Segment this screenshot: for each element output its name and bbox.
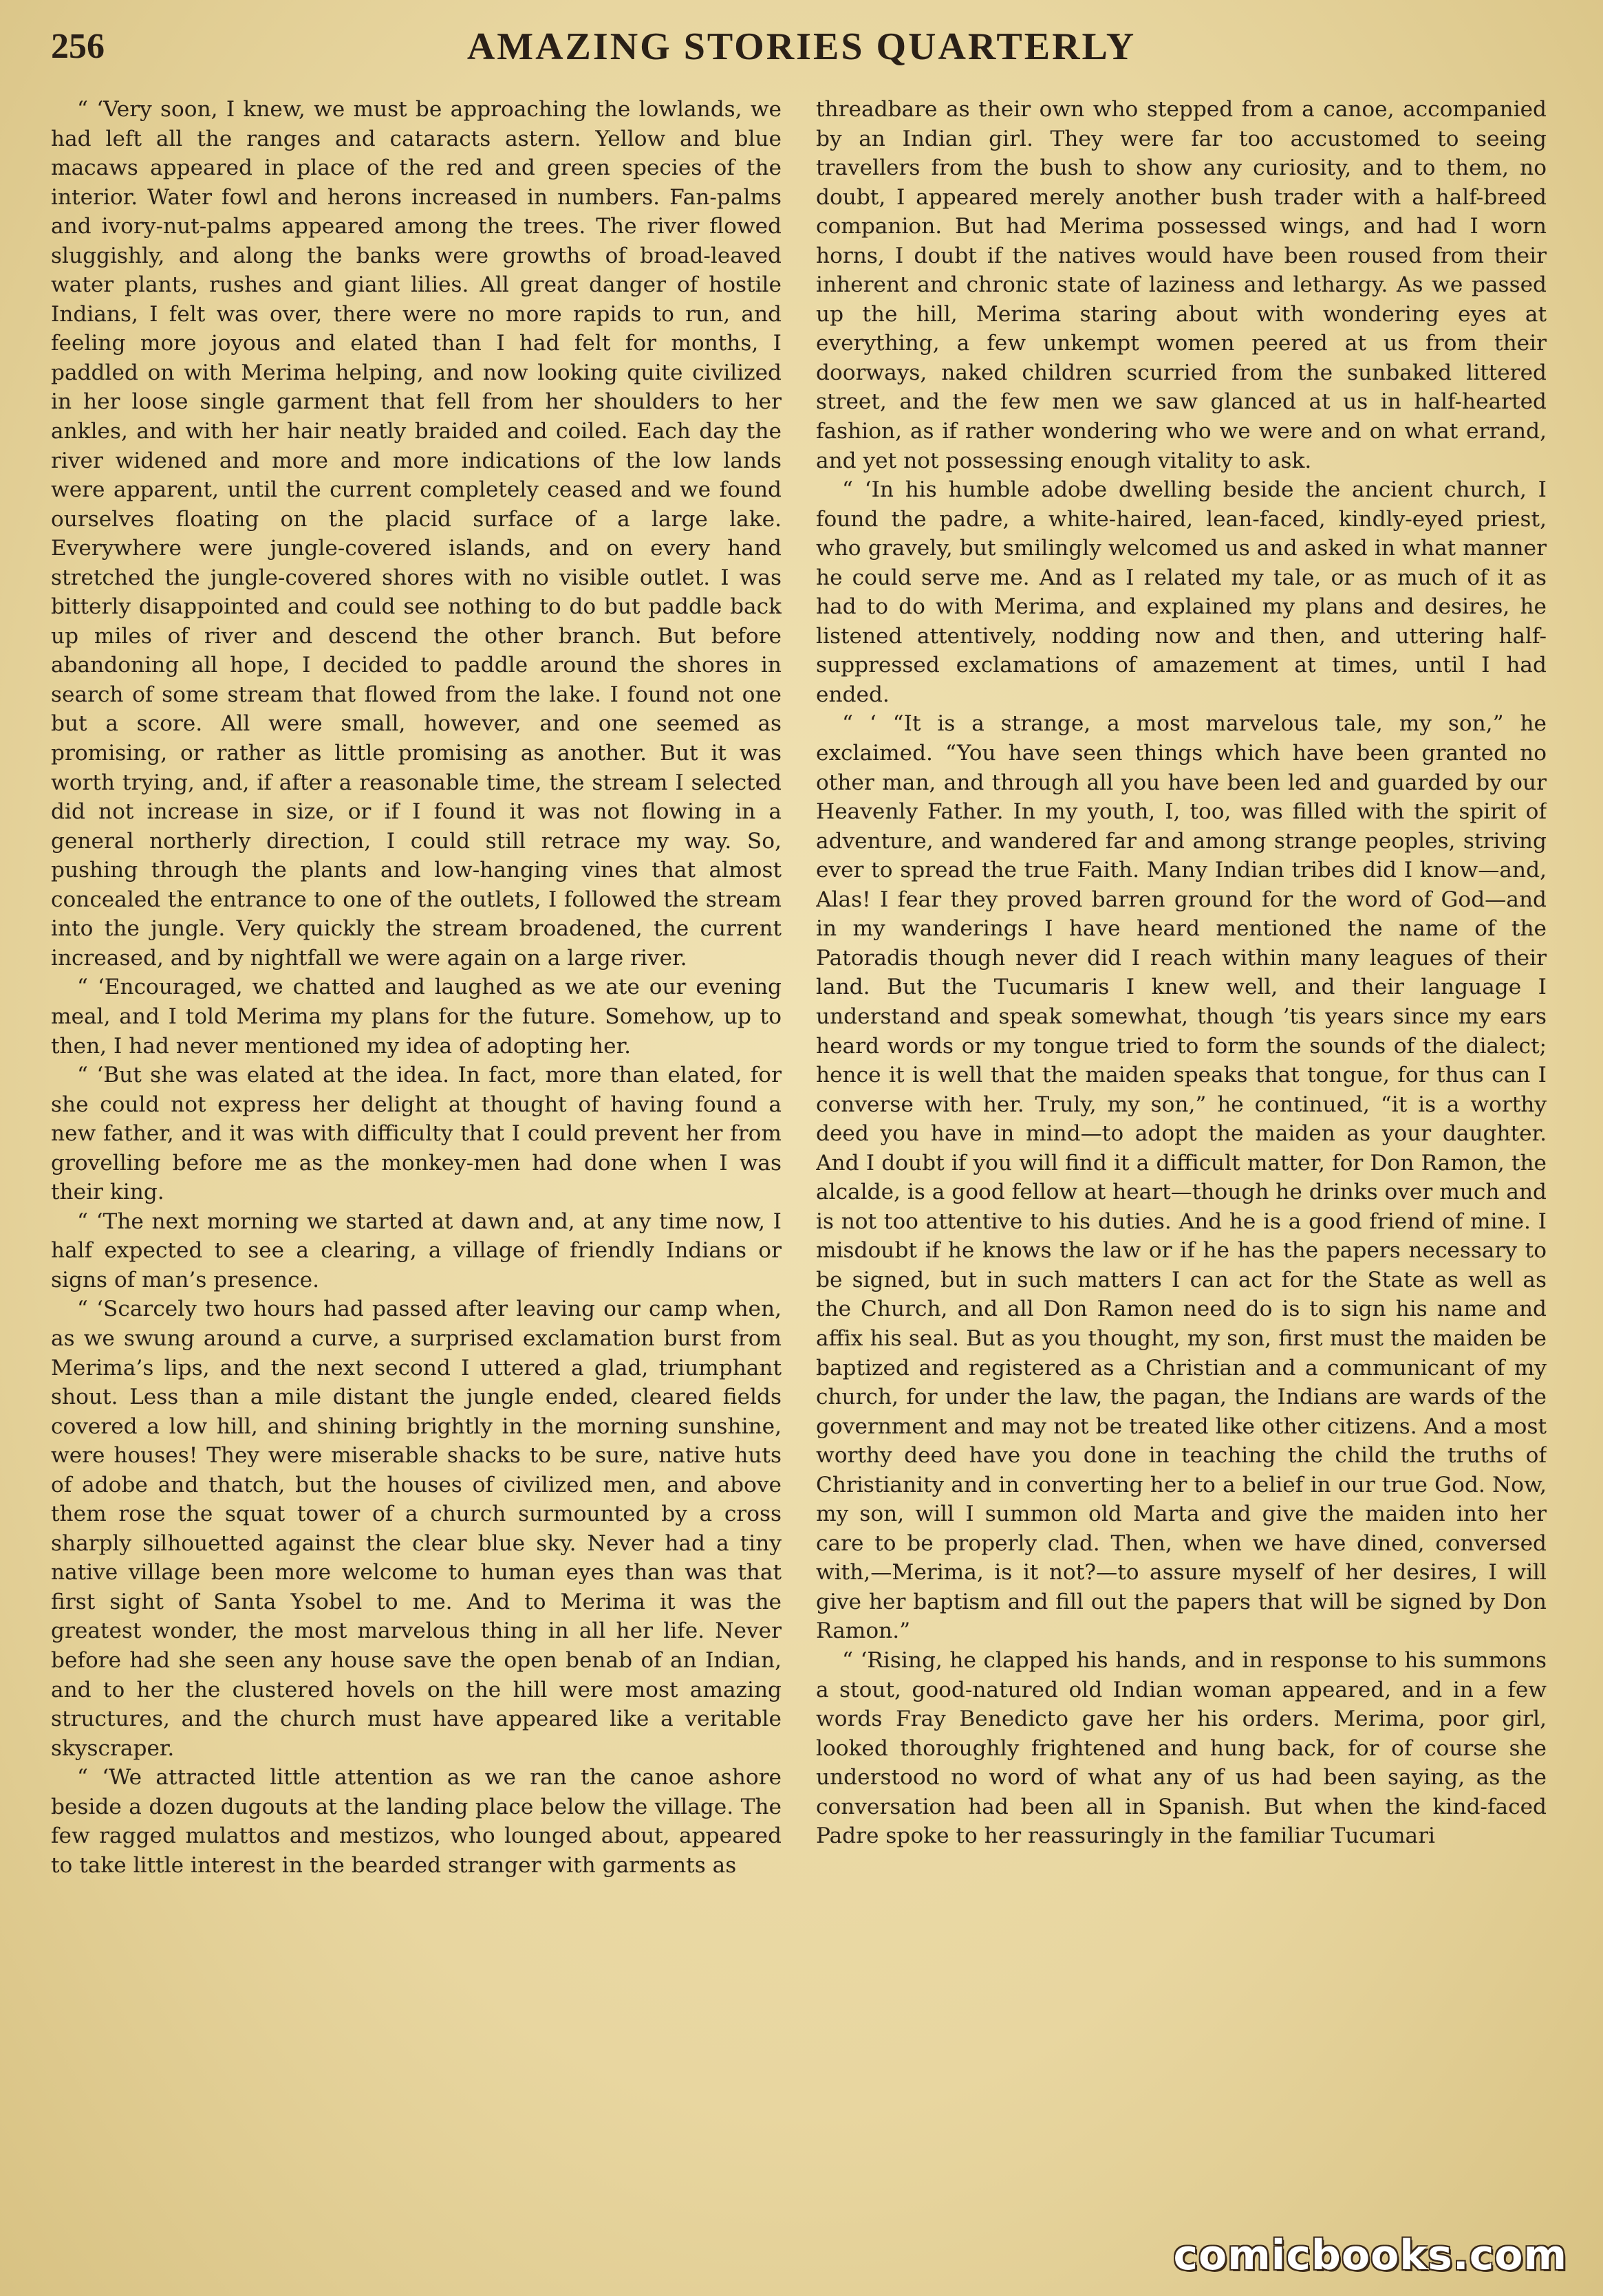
paragraph: “ ‘But she was elated at the idea. In fact, more than elated, for she could not express her delight at thought of having found a new father, and it was with difficulty that I could prevent her from grovelling before me as the monkey-men had done when I was their king. <box>51 1063 782 1205</box>
paragraph: “ ‘The next morning we started at dawn and, at any time now, I half expected to see a clearing, a village of friendly Indians or signs of man’s presence. <box>51 1209 782 1292</box>
right-column <box>816 95 1547 2255</box>
running-head: AMAZING STORIES QUARTERLY <box>466 25 1137 68</box>
paragraph: “ ‘Encouraged, we chatted and laughed as we ate our evening meal, and I told Merima my plans for the future. Somehow, up to then, I had never mentioned my idea of adopting her. <box>51 975 782 1059</box>
paragraph: “ ‘We attracted little attention as we ran the canoe ashore beside a dozen dugouts at the landing place below the village. The few ragged mulattos and mestizos, who lounged about, appeared to take little interest in the bearded stranger with garments as <box>51 1765 782 1878</box>
page-number: 256 <box>51 27 105 66</box>
paragraph: “ ‘In his humble adobe dwelling beside the ancient church, I found the padre, a white-haired, lean-faced, kindly-eyed priest, who gravely, but smilingly welcomed us and asked in what manner he could serve me. And as I related my tale, or as much of it as had to do with Merima, and explained my plans and desires, he listened attentively, nodding now and then, and uttering half-suppressed exclamations of amazement at times, until I had ended. <box>816 477 1547 707</box>
paragraph: “ ‘Very soon, I knew, we must be approaching the lowlands, we had left all the ranges and cataracts astern. Yellow and blue macaws appeared in place of the red and green species of the interior. Water fowl and herons increased in numbers. Fan-palms and ivory-nut-palms appeared among the trees. The river flowed sluggishly, and along the banks were growths of broad-leaved water plants, rushes and giant lilies. All great danger of hostile Indians, I felt was over, there were no more rapids to run, and feeling more joyous and elated than I had felt for months, I paddled on with Merima helping, and now looking quite civilized in her loose single garment that fell from her shoulders to her ankles, and with her hair neatly braided and coiled. Each day the river widened and more and more indications of the low lands were apparent, until the current completely ceased and we found ourselves floating on the placid surface of a large lake. Everywhere were jungle-covered islands, and on every hand stretched the jungle-covered shores with no visible outlet. I was bitterly disappointed and could see nothing to do but paddle back up miles of river and descend the other branch. But before abandoning all hope, I decided to paddle around the shores in search of some stream that flowed from the lake. I found not one but a score. All were small, however, and one seemed as promising, or rather as little promising as another. But it was worth trying, and, if after a reasonable time, the stream I selected did not increase in size, or if I found it was not flowing in a general northerly direction, I could still retrace my way. So, pushing through the plants and low-hanging vines that almost concealed the entrance to one of the outlets, I followed the stream into the jungle. Very quickly the stream broadened, the current increased, and by nightfall we were again on a large river. <box>51 97 782 971</box>
paragraph-continued: threadbare as their own who stepped from a canoe, accompanied by an Indian girl. They were far too accustomed to seeing travellers from the bush to show any curiosity, and to them, no doubt, I appeared merely another bush trader with a half-breed companion. But had Merima possessed wings, and had I worn horns, I doubt if the natives would have been roused from their inherent and chronic state of laziness and lethargy. As we passed up the hill, Merima staring about with wondering eyes at everything, a few unkempt women peered at us from their doorways, naked children scurried from the sunbaked littered street, and the few men we saw glanced at us in half-hearted fashion, as if rather wondering who we were and on what errand, and yet not possessing enough vitality to ask. <box>816 97 1547 473</box>
paragraph: “ ‘Rising, he clapped his hands, and in response to his summons a stout, good-natured old Indian woman appeared, and in a few words Fray Benedicto gave her his orders. Merima, poor girl, looked thoroughly frightened and hung back, for of course she understood no word of what any of us had been saying, as the conversation had been all in Spanish. But when the kind-faced Padre spoke to her reassuringly in the familiar Tucumari <box>816 1647 1547 1849</box>
paragraph: “ ‘Scarcely two hours had passed after leaving our camp when, as we swung around a curve, a surprised exclamation burst from Merima’s lips, and the next second I uttered a glad, triumphant shout. Less than a mile distant the jungle ended, cleared fields covered a low hill, and shining brightly in the morning sunshine, were houses! They were miserable shacks to be sure, native huts of adobe and thatch, but the houses of civilized men, and above them rose the squat tower of a church surmounted by a cross sharply silhouetted against the clear blue sky. Never had a tiny native village been more welcome to human eyes than was that first sight of Santa Ysobel to me. And to Merima it was the greatest wonder, the most marvelous thing in all her life. Never before had she seen any house save the open benab of an Indian, and to her the clustered hovels on the hill were most amazing structures, and the church must have appeared like a veritable skyscraper. <box>51 1297 782 1761</box>
site-watermark: comicbooks.com <box>1173 2231 1567 2279</box>
left-column <box>51 95 782 2255</box>
paragraph: “ ‘ “It is a strange, a most marvelous tale, my son,” he exclaimed. “You have seen things which have been granted no other man, and through all you have been led and guarded by our Heavenly Father. In my youth, I, too, was filled with the spirit of adventure, and wandered far and among strange peoples, striving ever to spread the true Faith. Many Indian tribes did I know—and, Alas! I fear they proved barren ground for the word of God—and in my wanderings I have heard mentioned the name of the Patoradis though never did I reach within many leagues of their land. But the Tucumaris I knew well, and their language I understand and speak somewhat, though ’tis years since my ears heard words or my tongue tried to form the sounds of the dialect; hence it is well that the maiden speaks that tongue, for thus can I converse with her. Truly, my son,” he continued, “it is a worthy deed you have in mind—to adopt the maiden as your daughter. And I doubt if you will find it a difficult matter, for Don Ramon, the alcalde, is a good fellow at heart—though he drinks over much and is not too attentive to his duties. And he is a good friend of mine. I misdoubt if he knows the law or if he has the papers necessary to be signed, but in such matters I can act for the State as well as the Church, and all Don Ramon need do is to sign his name and affix his seal. But as you thought, my son, first must the maiden be baptized and registered as a Christian and a communicant of my church, for under the law, the pagan, the Indians are wards of the government and may not be treated like other citizens. And a most worthy deed have you done in teaching the child the truths of Christianity and in converting her to a belief in our true God. Now, my son, will I summon old Marta and give the maiden into her care to be properly clad. Then, when we have dined, conversed with,—Merima, is it not?—to assure myself of her desires, I will give her baptism and fill out the papers that will be signed by Don Ramon.” <box>816 711 1547 1644</box>
